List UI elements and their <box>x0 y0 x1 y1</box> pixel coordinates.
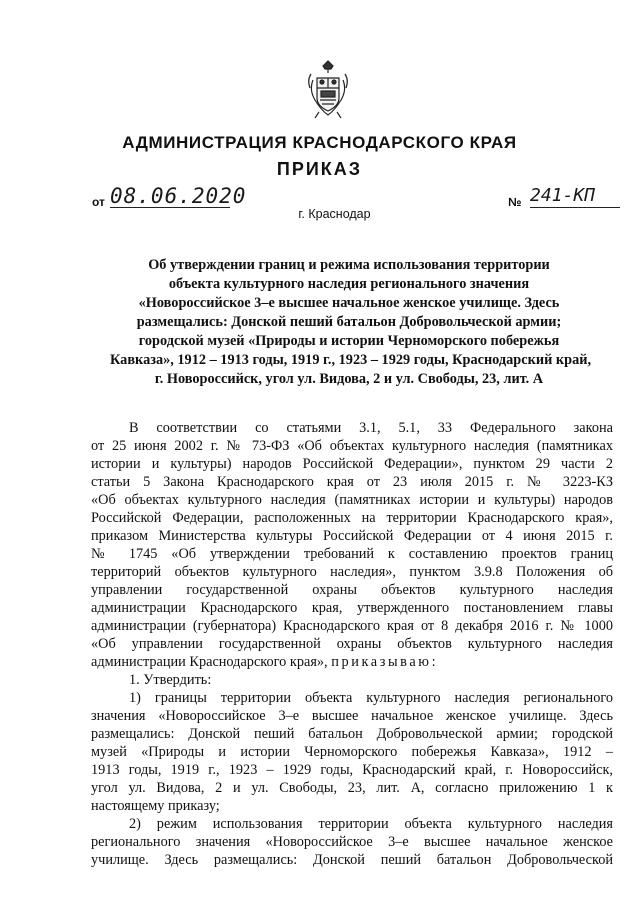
body-line: «Об объектах культурного наследия (памятниках истории и культуры) народов <box>91 492 613 508</box>
order-word: приказываю: <box>331 654 439 670</box>
title-line: объекта культурного наследия регионального значения <box>168 276 530 292</box>
preamble-paragraph <box>91 419 613 671</box>
body-line: В соответствии со статьями 3.1, 5.1, 33 Федерального закона <box>129 420 613 436</box>
body-line: от 25 июня 2002 г. № 73-ФЗ «Об объектах культурного наследия (памятниках <box>91 438 613 454</box>
date-prefix: от <box>92 195 105 209</box>
title-line: Об утверждении границ и режима использования территории <box>148 257 550 273</box>
body-line: истории и культуры) народов Российской Федерации», пунктом 29 части 2 <box>91 456 613 472</box>
body-line: размещались: Донской пеший батальон Добровольческой армии; городской <box>91 726 613 742</box>
item-1 <box>91 671 613 689</box>
body-line: музей «Природы и истории Черноморского побережья Кавказа», 1912 – <box>91 744 613 760</box>
subitem-2 <box>91 815 613 869</box>
title-line: г. Новороссийск, угол ул. Видова, 2 и ул. Свободы, 23, лит. А <box>154 371 544 387</box>
body-line: администрации (губернатора) Краснодарского края от 8 декабря 2016 г. № 1000 <box>91 618 613 634</box>
title-line: размещались: Донской пеший батальон Добровольческой армии; <box>136 314 562 330</box>
body-line-last <box>91 653 613 671</box>
body-line: угол ул. Видова, 2 и ул. Свободы, 23, лит. А, согласно приложению 1 к <box>91 780 613 796</box>
title-line: Кавказа», 1912 – 1913 годы, 1919 г., 1923 – 1929 годы, Краснодарский край, <box>110 352 592 368</box>
title-line: «Новороссийское 3–е высшее начальное женское училище. Здесь <box>138 295 560 311</box>
handwritten-number: 241-КП <box>530 185 620 208</box>
organization-name: АДМИНИСТРАЦИЯ КРАСНОДАРСКОГО КРАЯ <box>122 133 517 152</box>
body-line: «Об управлении государственной охраны объектов культурного наследия <box>91 636 613 652</box>
handwritten-date: 08.06.2020 <box>110 184 247 208</box>
document-type: ПРИКАЗ <box>276 159 363 179</box>
krasnodar-coat-of-arms-icon <box>305 60 351 120</box>
body-line: значения «Новороссийское 3–е высшее начальное женское училище. Здесь <box>91 708 613 724</box>
city-line: г. Краснодар <box>298 207 371 221</box>
body-line: № 1745 «Об утверждении требований к составлению проектов границ <box>91 546 613 562</box>
document-title <box>110 256 592 389</box>
preamble-tail: администрации Краснодарского края», <box>91 654 328 670</box>
number-prefix: № <box>508 195 522 209</box>
body-line: регионального значения «Новороссийское 3–е высшее начальное женское <box>91 834 613 850</box>
body-line: 1) границы территории объекта культурного наследия регионального <box>129 690 613 706</box>
body-line: настоящему приказу; <box>91 798 220 814</box>
body-line: приказом Министерства культуры Российской Федерации от 4 июня 2015 г. <box>91 528 613 544</box>
body-line: Российской Федерации, расположенных на территории Краснодарского края», <box>91 510 613 526</box>
body-line: училище. Здесь размещались: Донской пеший батальон Добровольческой <box>91 852 613 868</box>
body-line: администрации Краснодарского края, утвержденного постановлением главы <box>91 600 613 616</box>
body-line: территорий объектов культурного наследия», пунктом 3.9.8 Положения об <box>91 564 613 580</box>
body-line: управлении государственной охраны объектов культурного наследия <box>91 582 613 598</box>
subitem-1 <box>91 689 613 815</box>
body-line: статьи 5 Закона Краснодарского края от 23 июля 2015 г. № 3223-КЗ <box>91 474 613 490</box>
body-line: 1913 годы, 1919 г., 1923 – 1929 годы, Краснодарский край, г. Новороссийск, <box>91 762 613 778</box>
document-body <box>91 419 613 869</box>
body-line: 2) режим использования территории объекта культурного наследия <box>129 816 613 832</box>
item-1-heading: 1. Утвердить: <box>129 672 212 688</box>
title-line: городской музей «Природы и истории Черноморского побережья <box>138 333 560 349</box>
